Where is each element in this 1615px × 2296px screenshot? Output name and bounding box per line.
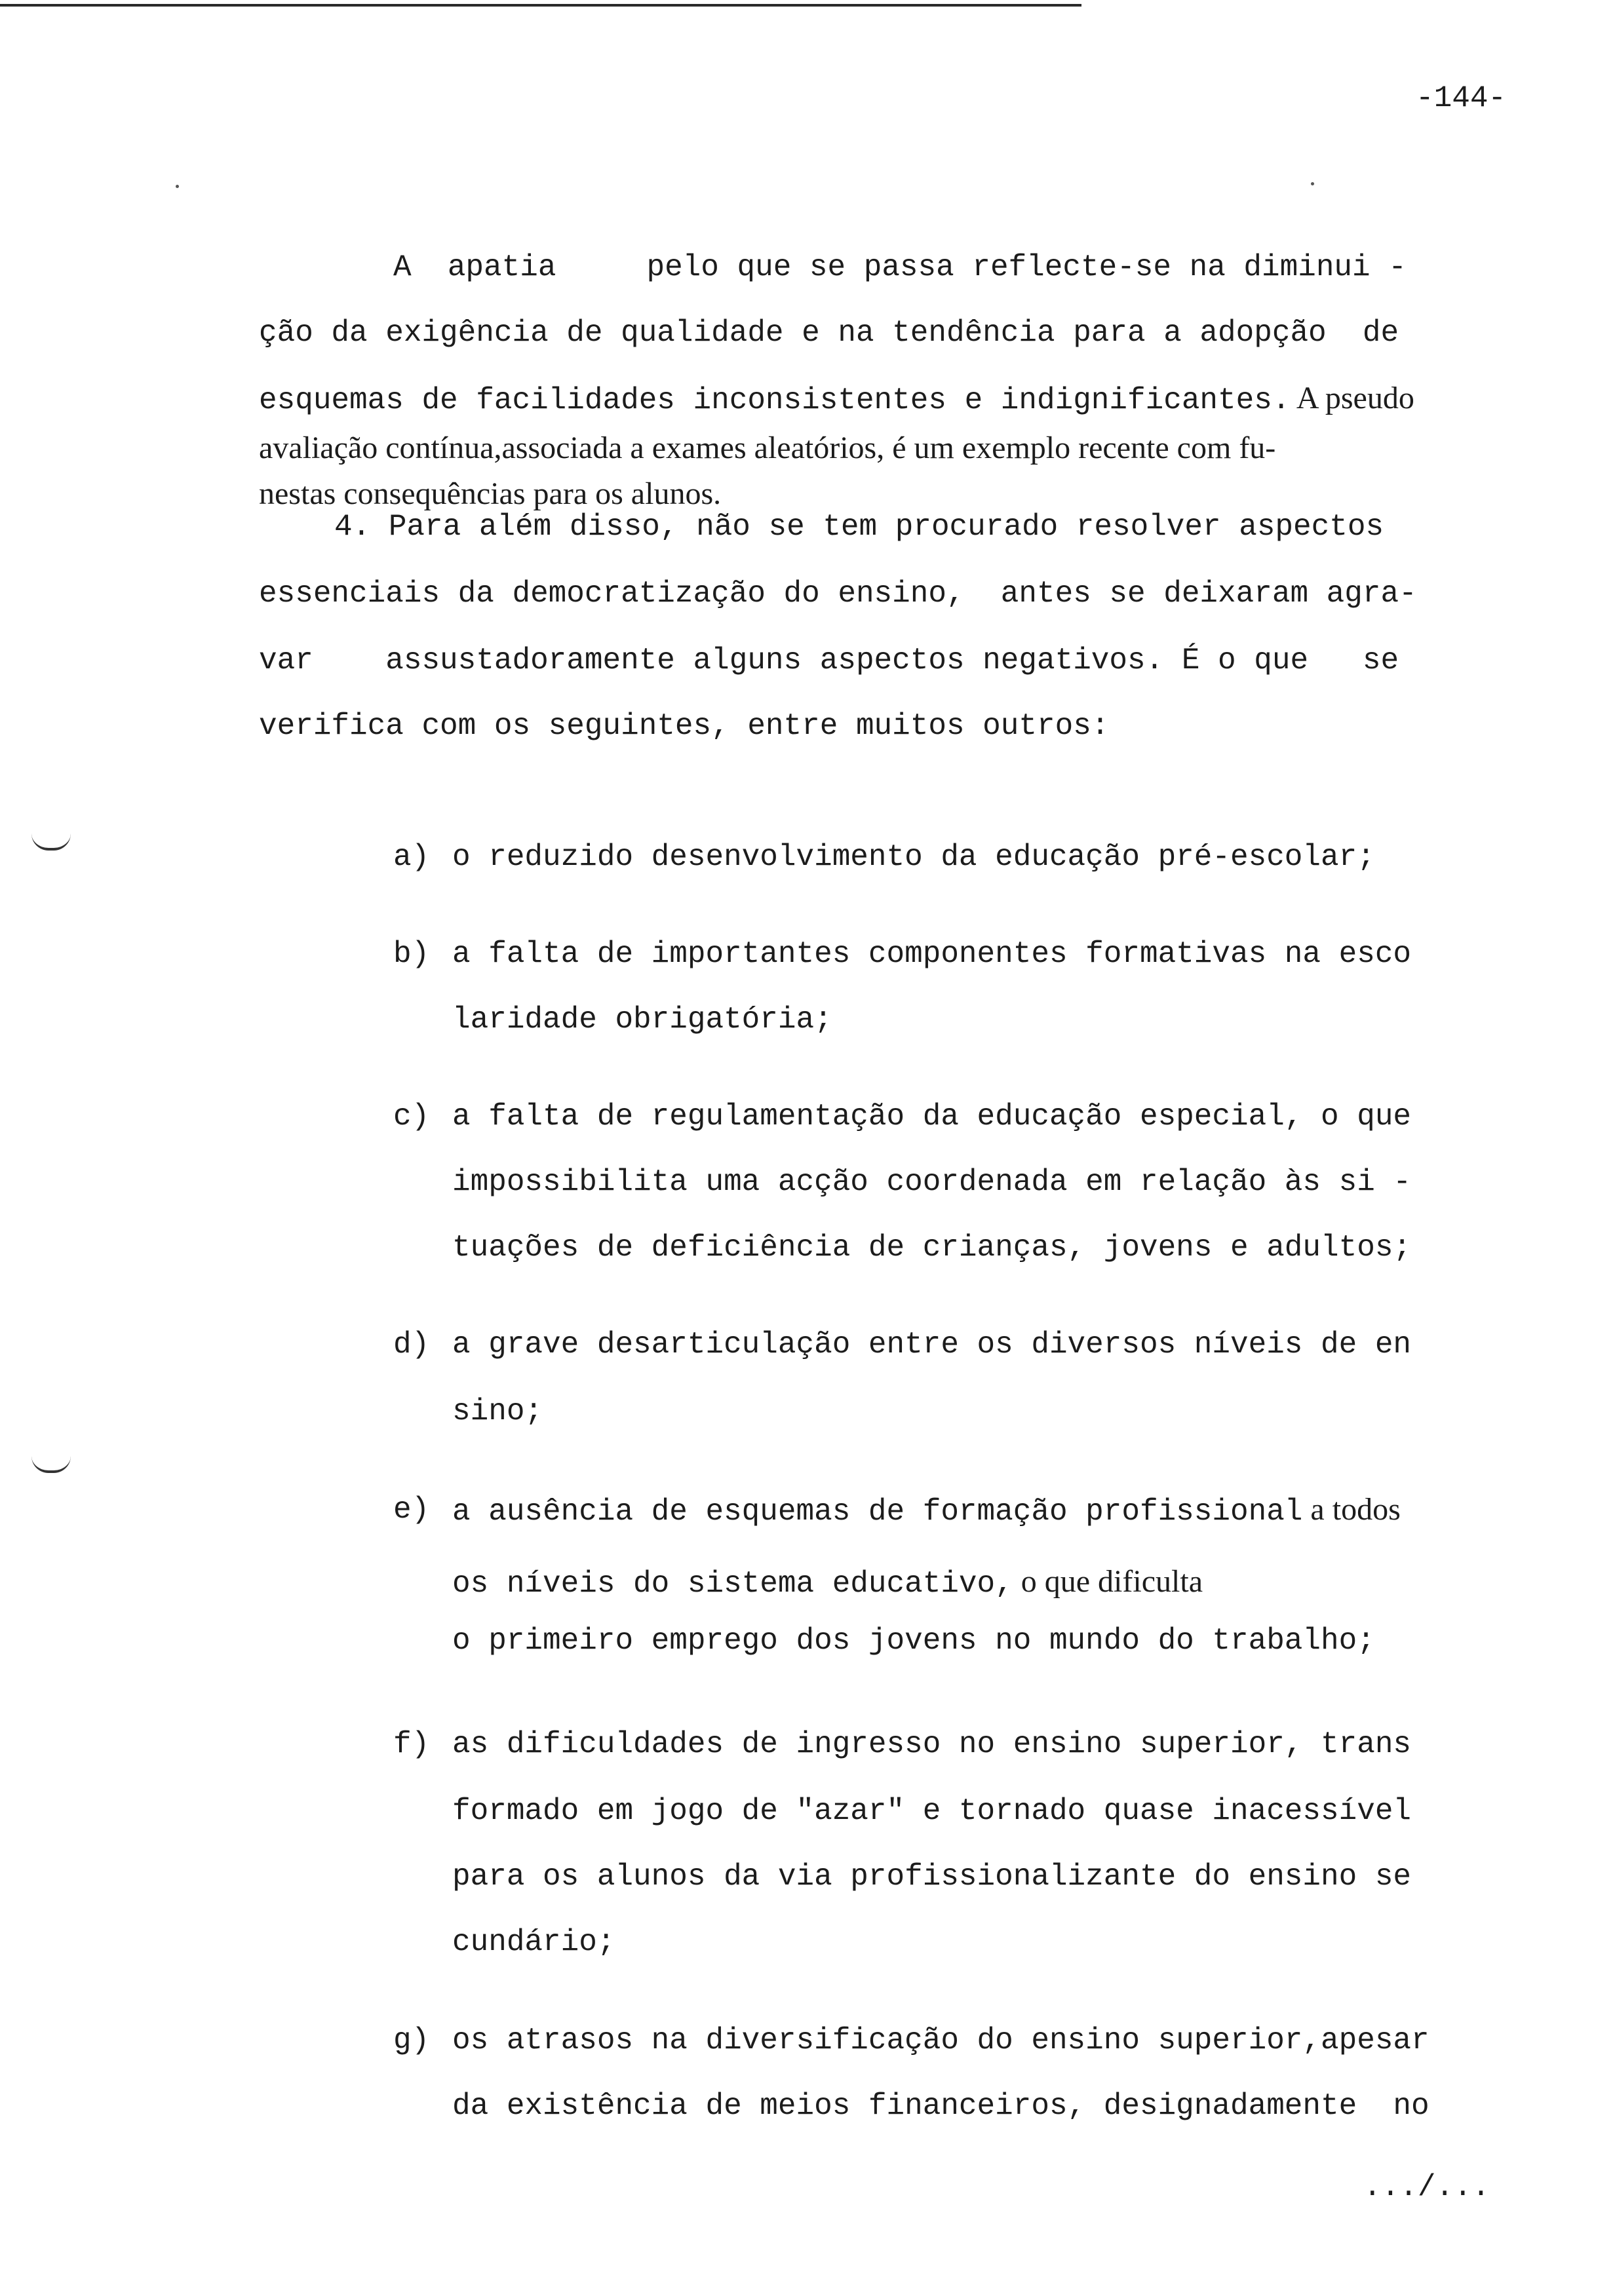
item-f-line-1: as dificuldades de ingresso no ensino superior, trans xyxy=(452,1727,1412,1761)
item-d-marker: d) xyxy=(393,1328,430,1362)
intro-line-2: ção da exigência de qualidade e na tendência para a adopção de xyxy=(259,316,1399,350)
intro-line-3-insert: A pseudo xyxy=(1290,381,1414,415)
intro-line-5: nestas consequências para os alunos. xyxy=(259,476,722,511)
item-e-insert-2: o que dificulta xyxy=(1013,1564,1203,1599)
item-f-line-2: formado em jogo de "azar" e tornado quase inacessível xyxy=(452,1794,1412,1828)
continuation-marker: .../... xyxy=(1363,2170,1490,2204)
scan-speck xyxy=(176,185,179,188)
item-e-line-1-typed: a ausência de esquemas de formação profissional xyxy=(452,1495,1303,1529)
item-f-marker: f) xyxy=(393,1727,430,1761)
item-e-line-2-typed: os níveis do sistema educativo, xyxy=(452,1567,1013,1601)
intro-line-3 xyxy=(259,380,1414,419)
item-a-marker: a) xyxy=(393,840,430,874)
item-f-line-4: cundário; xyxy=(452,1925,615,1959)
item-f-line-3: para os alunos da via profissionalizante do ensino se xyxy=(452,1860,1412,1894)
margin-check-mark xyxy=(31,833,71,851)
intro-line-4: avaliação contínua,associada a exames aleatórios, é um exemplo recente com fu- xyxy=(259,430,1276,465)
item-e-line-1 xyxy=(452,1491,1401,1530)
item-e-line-3: o primeiro emprego dos jovens no mundo do trabalho; xyxy=(452,1624,1375,1658)
item-c-marker: c) xyxy=(393,1100,430,1134)
page-number: -144- xyxy=(1416,81,1507,115)
item-e-insert-1: a todos xyxy=(1302,1492,1401,1527)
item-e-line-2 xyxy=(452,1563,1203,1602)
item-c-line-1: a falta de regulamentação da educação especial, o que xyxy=(452,1100,1412,1134)
item-a-line-1: o reduzido desenvolvimento da educação pré-escolar; xyxy=(452,840,1375,874)
intro-line-1: A apatia pelo que se passa reflecte-se na diminui - xyxy=(393,250,1407,284)
scan-speck xyxy=(1311,182,1314,185)
item-d-line-1: a grave desarticulação entre os diversos níveis de en xyxy=(452,1328,1412,1362)
item-c-line-3: tuações de deficiência de crianças, jovens e adultos; xyxy=(452,1231,1412,1265)
item-e-marker: e) xyxy=(393,1493,430,1527)
item-b-line-2: laridade obrigatória; xyxy=(452,1003,832,1037)
item-b-line-1: a falta de importantes componentes formativas na esco xyxy=(452,937,1412,971)
item-g-marker: g) xyxy=(393,2023,430,2057)
item-g-line-2: da existência de meios financeiros, designadamente no xyxy=(452,2089,1430,2123)
item-g-line-1: os atrasos na diversificação do ensino superior,apesar xyxy=(452,2023,1430,2057)
para4-line-3: var assustadoramente alguns aspectos negativos. É o que se xyxy=(259,643,1399,678)
item-d-line-2: sino; xyxy=(452,1394,543,1428)
para4-line-2: essenciais da democratização do ensino, antes se deixaram agra- xyxy=(259,577,1417,611)
para4-line-4: verifica com os seguintes, entre muitos outros: xyxy=(259,709,1110,743)
item-b-marker: b) xyxy=(393,937,430,971)
item-c-line-2: impossibilita uma acção coordenada em relação às si - xyxy=(452,1165,1412,1199)
top-rule xyxy=(0,4,1081,7)
para4-line-1: 4. Para além disso, não se tem procurado resolver aspectos xyxy=(334,510,1384,544)
intro-line-3-typed: esquemas de facilidades inconsistentes e indignificantes. xyxy=(259,383,1291,417)
margin-check-mark xyxy=(31,1456,71,1473)
